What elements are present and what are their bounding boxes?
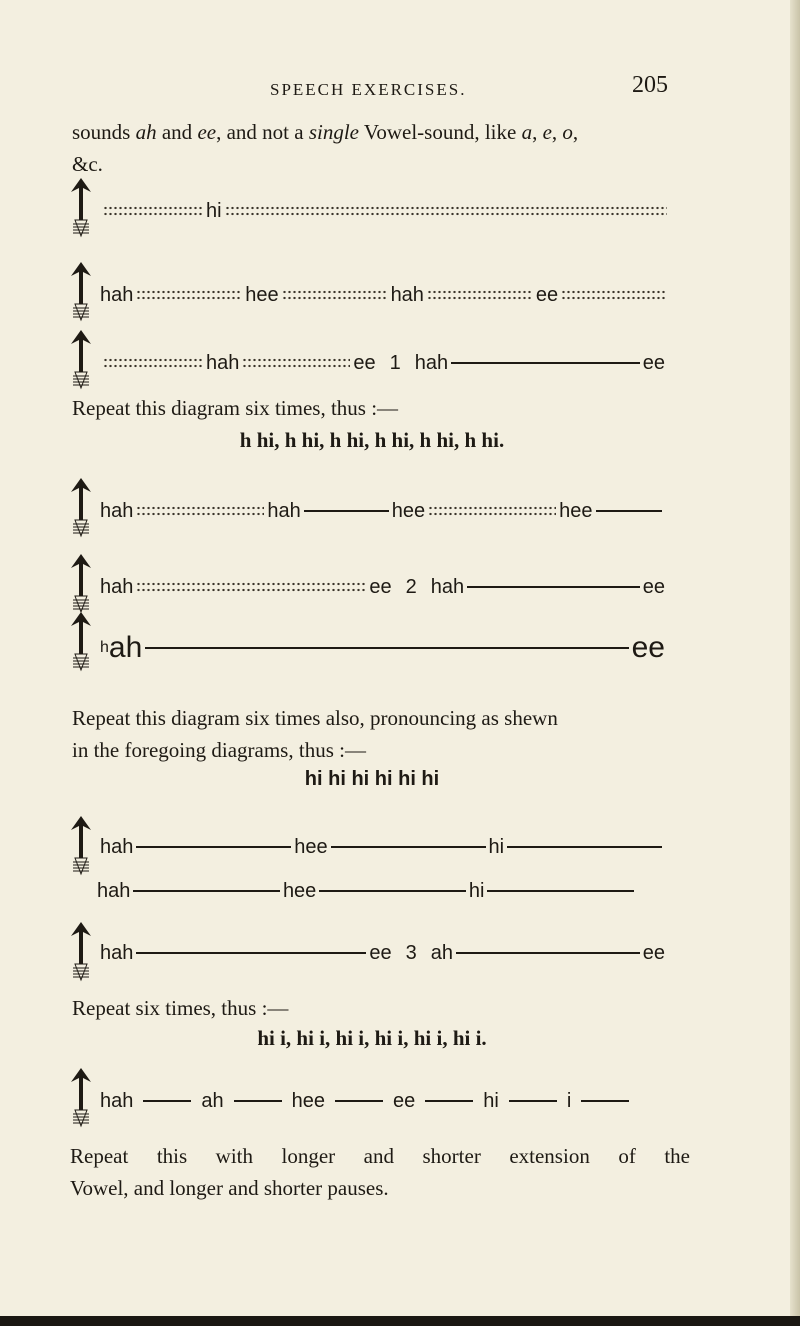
arrow-icon <box>68 1068 94 1128</box>
bottom-edge <box>0 1316 800 1326</box>
repeat2-text: Repeat this diagram six times also, pronouncing as shewn in the foregoing diagrams, thus :— <box>72 706 558 762</box>
diagram3-row3: hah ee 3 ah ee <box>100 941 665 964</box>
arrow-icon <box>68 262 94 322</box>
arrow-icon <box>68 922 94 982</box>
running-title: SPEECH EXERCISES. <box>270 80 467 99</box>
diagram3-row1: hah hee hi <box>100 834 665 860</box>
arrow-icon <box>68 612 94 672</box>
diagram3-row2: hah hee hi <box>97 878 637 904</box>
arrow-icon <box>68 178 94 238</box>
intro-paragraph: sounds ah and ee, and not a single Vowel-sound, like a, e, o, &c. <box>72 120 579 176</box>
closing-paragraph: Repeat this with longer and shorter extension of the Vowel, and longer and shorter pauses. <box>70 1144 690 1200</box>
arrow-icon <box>68 816 94 876</box>
repeat1-example: h hi, h hi, h hi, h hi, h hi, h hi. <box>239 428 505 452</box>
repeat1-text: Repeat this diagram six times, thus :— <box>72 396 399 420</box>
diagram1-row2: hah hee hah ee <box>100 282 670 308</box>
repeat3-text: Repeat six times, thus :— <box>72 996 289 1020</box>
page-number: 205 <box>632 72 668 98</box>
diagram2-row2: hah ee 2 hah ee <box>100 575 665 598</box>
diagram4-row1: hah ah hee ee hi i <box>100 1088 670 1114</box>
diagram2-row3: h ah ee <box>100 631 665 664</box>
diagram1-row1: hi <box>100 198 670 224</box>
arrow-icon <box>68 478 94 538</box>
diagram1-row3: hah ee 1 hah ee <box>100 350 665 376</box>
diagram2-row1: hah hah hee hee <box>100 498 665 524</box>
arrow-icon <box>68 554 94 614</box>
arrow-icon <box>68 330 94 390</box>
page-header <box>0 72 800 102</box>
repeat2-example: hi hi hi hi hi hi <box>304 768 440 790</box>
page-edge <box>790 0 800 1326</box>
repeat3-example: hi i, hi i, hi i, hi i, hi i, hi i. <box>257 1026 487 1050</box>
